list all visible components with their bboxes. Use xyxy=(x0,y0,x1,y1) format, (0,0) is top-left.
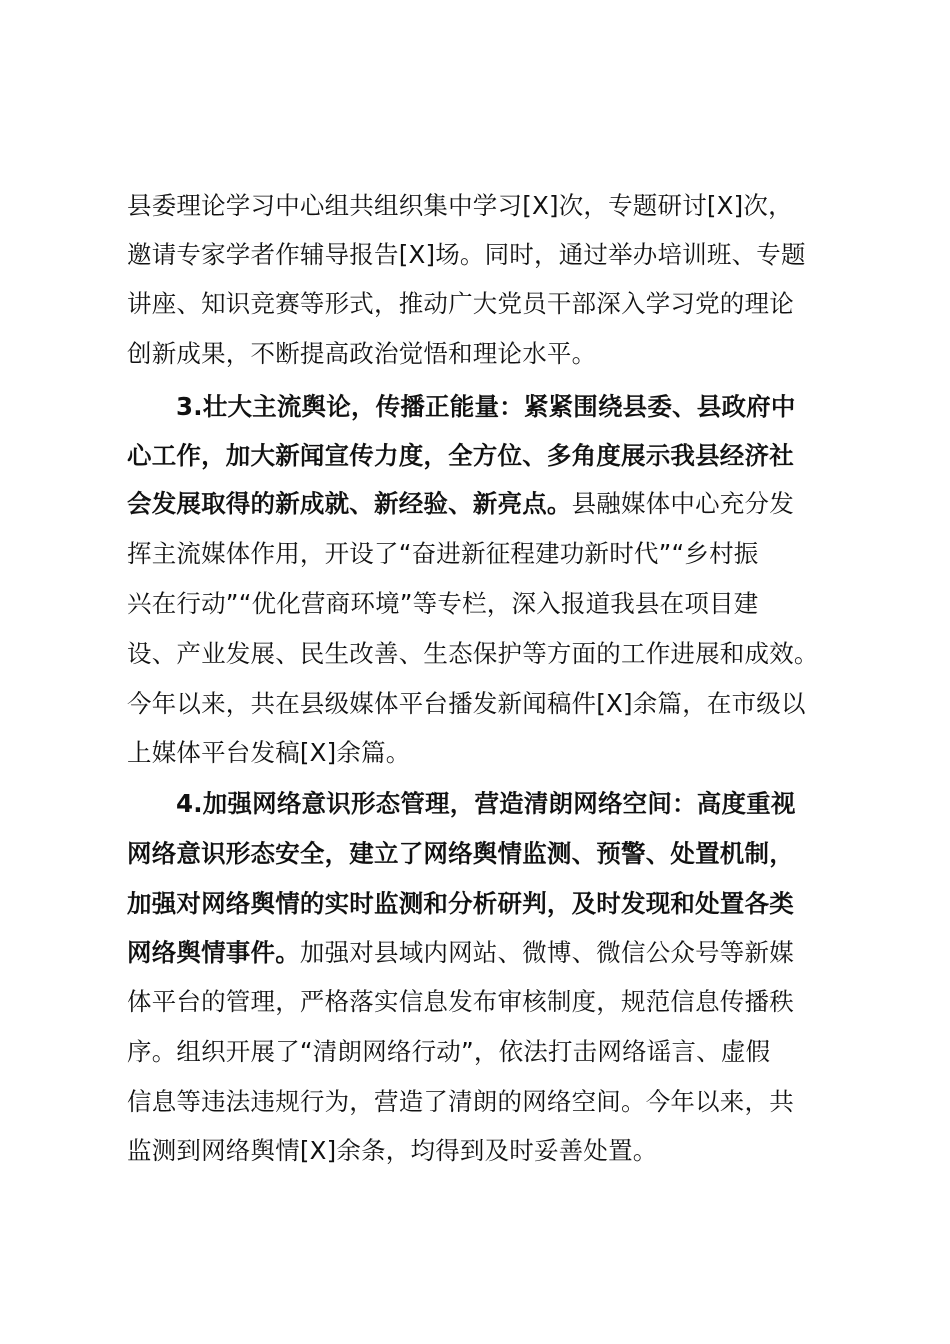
section-4-heading-line-1: 4.加强网络意识形态管理，营造清朗网络空间：高度重视 xyxy=(176,789,796,818)
section-3-line-4: 挥主流媒体作用，开设了“奋进新征程建功新时代”“乡村振 xyxy=(127,539,759,568)
section-3-line-3 xyxy=(127,488,794,520)
section-3-heading-line-1: 3.壮大主流舆论，传播正能量：紧紧围绕县委、县政府中 xyxy=(176,392,796,421)
section-4-heading-end: 网络舆情事件。 xyxy=(127,938,300,967)
section-4-line-6: 序。组织开展了“清朗网络行动”，依法打击网络谣言、虚假 xyxy=(127,1037,771,1066)
section-3-heading-end: 会发展取得的新成就、新经验、新亮点。 xyxy=(127,489,572,518)
section-4-line-4 xyxy=(127,937,794,969)
section-3-line-6: 设、产业发展、民生改善、生态保护等方面的工作进展和成效。 xyxy=(127,639,819,668)
section-3-body-start: 县融媒体中心充分发 xyxy=(571,489,794,518)
paragraph-2-line-4: 创新成果，不断提高政治觉悟和理论水平。 xyxy=(127,339,597,368)
section-4-heading-line-2: 网络意识形态安全，建立了网络舆情监测、预警、处置机制， xyxy=(127,839,794,868)
section-3-line-5: 兴在行动”“优化营商环境”等专栏，深入报道我县在项目建 xyxy=(127,589,759,618)
paragraph-2-line-2: 邀请专家学者作辅导报告[X]场。同时，通过举办培训班、专题 xyxy=(127,240,806,269)
paragraph-2-line-1: 县委理论学习中心组共组织集中学习[X]次，专题研讨[X]次， xyxy=(127,191,793,220)
section-3-line-8: 上媒体平台发稿[X]余篇。 xyxy=(127,738,411,767)
section-4-line-8: 监测到网络舆情[X]余条，均得到及时妥善处置。 xyxy=(127,1136,658,1165)
section-4-body-start: 加强对县域内网站、微博、微信公众号等新媒 xyxy=(299,938,794,967)
section-3-line-7: 今年以来，共在县级媒体平台播发新闻稿件[X]余篇，在市级以 xyxy=(127,689,806,718)
section-4-line-7: 信息等违法违规行为，营造了清朗的网络空间。今年以来，共 xyxy=(127,1087,794,1116)
paragraph-2-line-3: 讲座、知识竞赛等形式，推动广大党员干部深入学习党的理论 xyxy=(127,289,794,318)
section-4-heading-line-3: 加强对网络舆情的实时监测和分析研判，及时发现和处置各类 xyxy=(127,889,794,918)
section-4-line-5: 体平台的管理，严格落实信息发布审核制度，规范信息传播秩 xyxy=(127,987,794,1016)
section-3-heading-line-2: 心工作，加大新闻宣传力度，全方位、多角度展示我县经济社 xyxy=(127,441,794,470)
